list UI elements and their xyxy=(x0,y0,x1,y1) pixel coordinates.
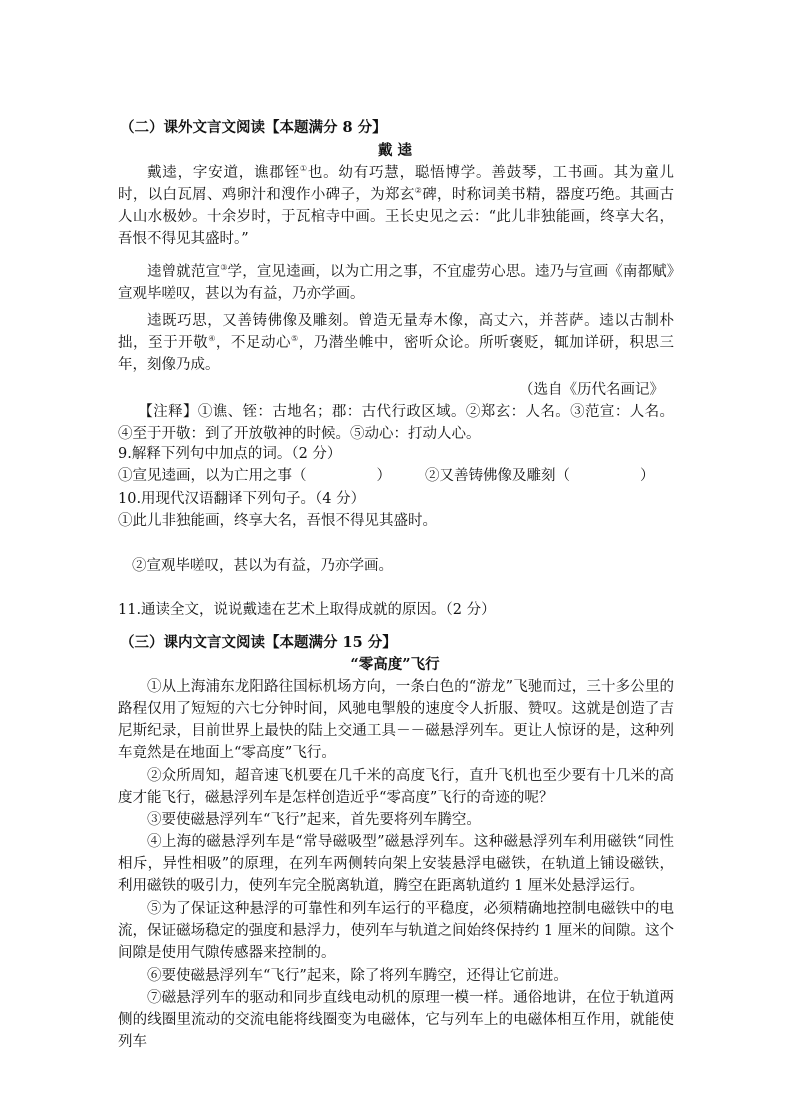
section3-title: “零高度”飞行 xyxy=(350,656,440,673)
passage-text: 逵曾就范宣 xyxy=(147,264,221,280)
annotation-notes xyxy=(118,401,674,445)
note-marker: ③ xyxy=(220,263,228,273)
section3-heading: （三）课内文言文阅读【本题满分 15 分】 xyxy=(120,634,397,651)
article-text: ⑤为了保证这种悬浮的可靠性和列车运行的平稳度，必须精确地控制电磁铁中的电流，保证磁场稳定的强度和悬浮力，使列车与轨道之间始终保持约 1 厘米的间隙。这个间隙是使用气隙传感器来控制的。 xyxy=(118,901,674,961)
question-10a: ①此儿非独能画，终享大名，吾恨不得见其盛时。 xyxy=(118,513,437,529)
article-text: ③要使磁悬浮列车“飞行”起来，首先要将列车腾空。 xyxy=(147,812,481,828)
passage-paragraph-3 xyxy=(118,310,674,376)
question-9a-text: ①宣见逵画，以为亡用之事（ xyxy=(118,468,307,484)
note-marker: ⑤ xyxy=(291,334,299,344)
article-paragraph-4 xyxy=(118,831,674,897)
article-paragraph-3 xyxy=(118,809,674,831)
question-10: 10.用现代汉语翻译下列句子。（4 分） xyxy=(118,491,366,507)
question-10b: ②宣观毕嗟叹，甚以为有益，乃亦学画。 xyxy=(132,558,393,574)
article-text: ⑦磁悬浮列车的驱动和同步直线电动机的原理一模一样。通俗地讲，在位于轨道两侧的线圈里流动的交流电能将线圈变为电磁体，它与列车上的电磁体相互作用，就能使列车 xyxy=(118,990,674,1050)
article-paragraph-5 xyxy=(118,898,674,964)
question-9b-text: ②又善铸佛像及雕刻（ xyxy=(425,468,570,484)
article-text: ④上海的磁悬浮列车是“常导磁吸型”磁悬浮列车。这种磁悬浮列车利用磁铁“同性相斥，异性相吸”的原理，在列车两侧转向架上安装悬浮电磁铁，在轨道上铺设磁铁，利用磁铁的吸引力，使列车完全脱离轨道，腾空在距离轨道约 1 厘米处悬浮运行。 xyxy=(118,834,674,894)
article-text: ②众所周知，超音速飞机要在几千米的高度飞行，直升飞机也至少要有十几米的高度才能飞行，磁悬浮列车是怎样创造近乎“零高度”飞行的奇迹的呢？ xyxy=(118,768,674,806)
note-marker: ② xyxy=(414,186,423,196)
article-text: ①从上海浦东龙阳路往国标机场方向，一条白色的“游龙”飞驰而过，三十多公里的路程仅用了短短的六七分钟时间，风驰电掣般的速度令人折服、赞叹。这就是创造了吉尼斯纪录，目前世界上最快的陆上交通工具－－磁悬浮列车。更让人惊讶的是，这种列车竟然是在地面上“零高度”飞行。 xyxy=(118,679,674,761)
article-paragraph-2 xyxy=(118,765,674,809)
question-9: 9.解释下列句中加点的词。（2 分） xyxy=(118,446,342,462)
passage-text: 学，宣见逵画，以为亡用之事，不宜虚劳心思。逵乃与宣画《南都赋》宣观毕嗟叹，甚以为有益，乃亦学画。 xyxy=(118,264,675,302)
passage-text: 碑，时称词美书精，器度巧绝。其画古人山水极妙。十余岁时，于瓦棺寺中画。王长史见之云：“此儿非独能画，终享大名，吾恨不得见其盛时。” xyxy=(118,187,675,247)
article-text: ⑥要使磁悬浮列车“飞行”起来，除了将列车腾空，还得让它前进。 xyxy=(147,968,568,984)
note-marker: ④ xyxy=(208,334,216,344)
passage-text: ，乃潜坐帷中，密听众论。所听褒贬，辄加详研，积思三年，刻像乃成。 xyxy=(118,335,674,373)
passage-paragraph-2 xyxy=(118,261,674,305)
passage-paragraph-1 xyxy=(118,162,674,250)
passage-text: 戴逵，字安道，谯郡铚 xyxy=(147,165,300,181)
bracket-close: ） xyxy=(376,468,391,484)
notes-text: 【注释】①谯、铚：古地名；郡：古代行政区域。②郑玄：人名。③范宣：人名。④至于开敬：到了开放敬神的时候。⑤动心：打动人心。 xyxy=(118,404,674,442)
section2-title: 戴 逵 xyxy=(377,142,413,159)
bracket-close: ） xyxy=(640,468,655,484)
passage-source: （选自《历代名画记》 xyxy=(519,382,664,398)
question-11: 11.通读全文，说说戴逵在艺术上取得成就的原因。（2 分） xyxy=(118,602,496,618)
passage-text: ，不足动心 xyxy=(215,335,292,351)
section2-heading: （二）课外文言文阅读【本题满分 8 分】 xyxy=(120,119,387,136)
article-paragraph-6 xyxy=(118,965,674,987)
question-9-items xyxy=(118,465,655,487)
passage-text: 也。幼有巧慧，聪悟博学。善鼓琴，工书画。其为童儿时，以白瓦屑、鸡卵汁和溲作小碑子，为郑玄 xyxy=(118,165,675,203)
article-paragraph-7 xyxy=(118,987,674,1053)
passage-text: 逵既巧思，又善铸佛像及雕刻。曾造无量寿木像，高丈六，并菩萨。逵以古制朴拙，至于开敬 xyxy=(118,313,674,351)
note-marker: ① xyxy=(299,164,308,174)
article-paragraph-1 xyxy=(118,676,674,764)
